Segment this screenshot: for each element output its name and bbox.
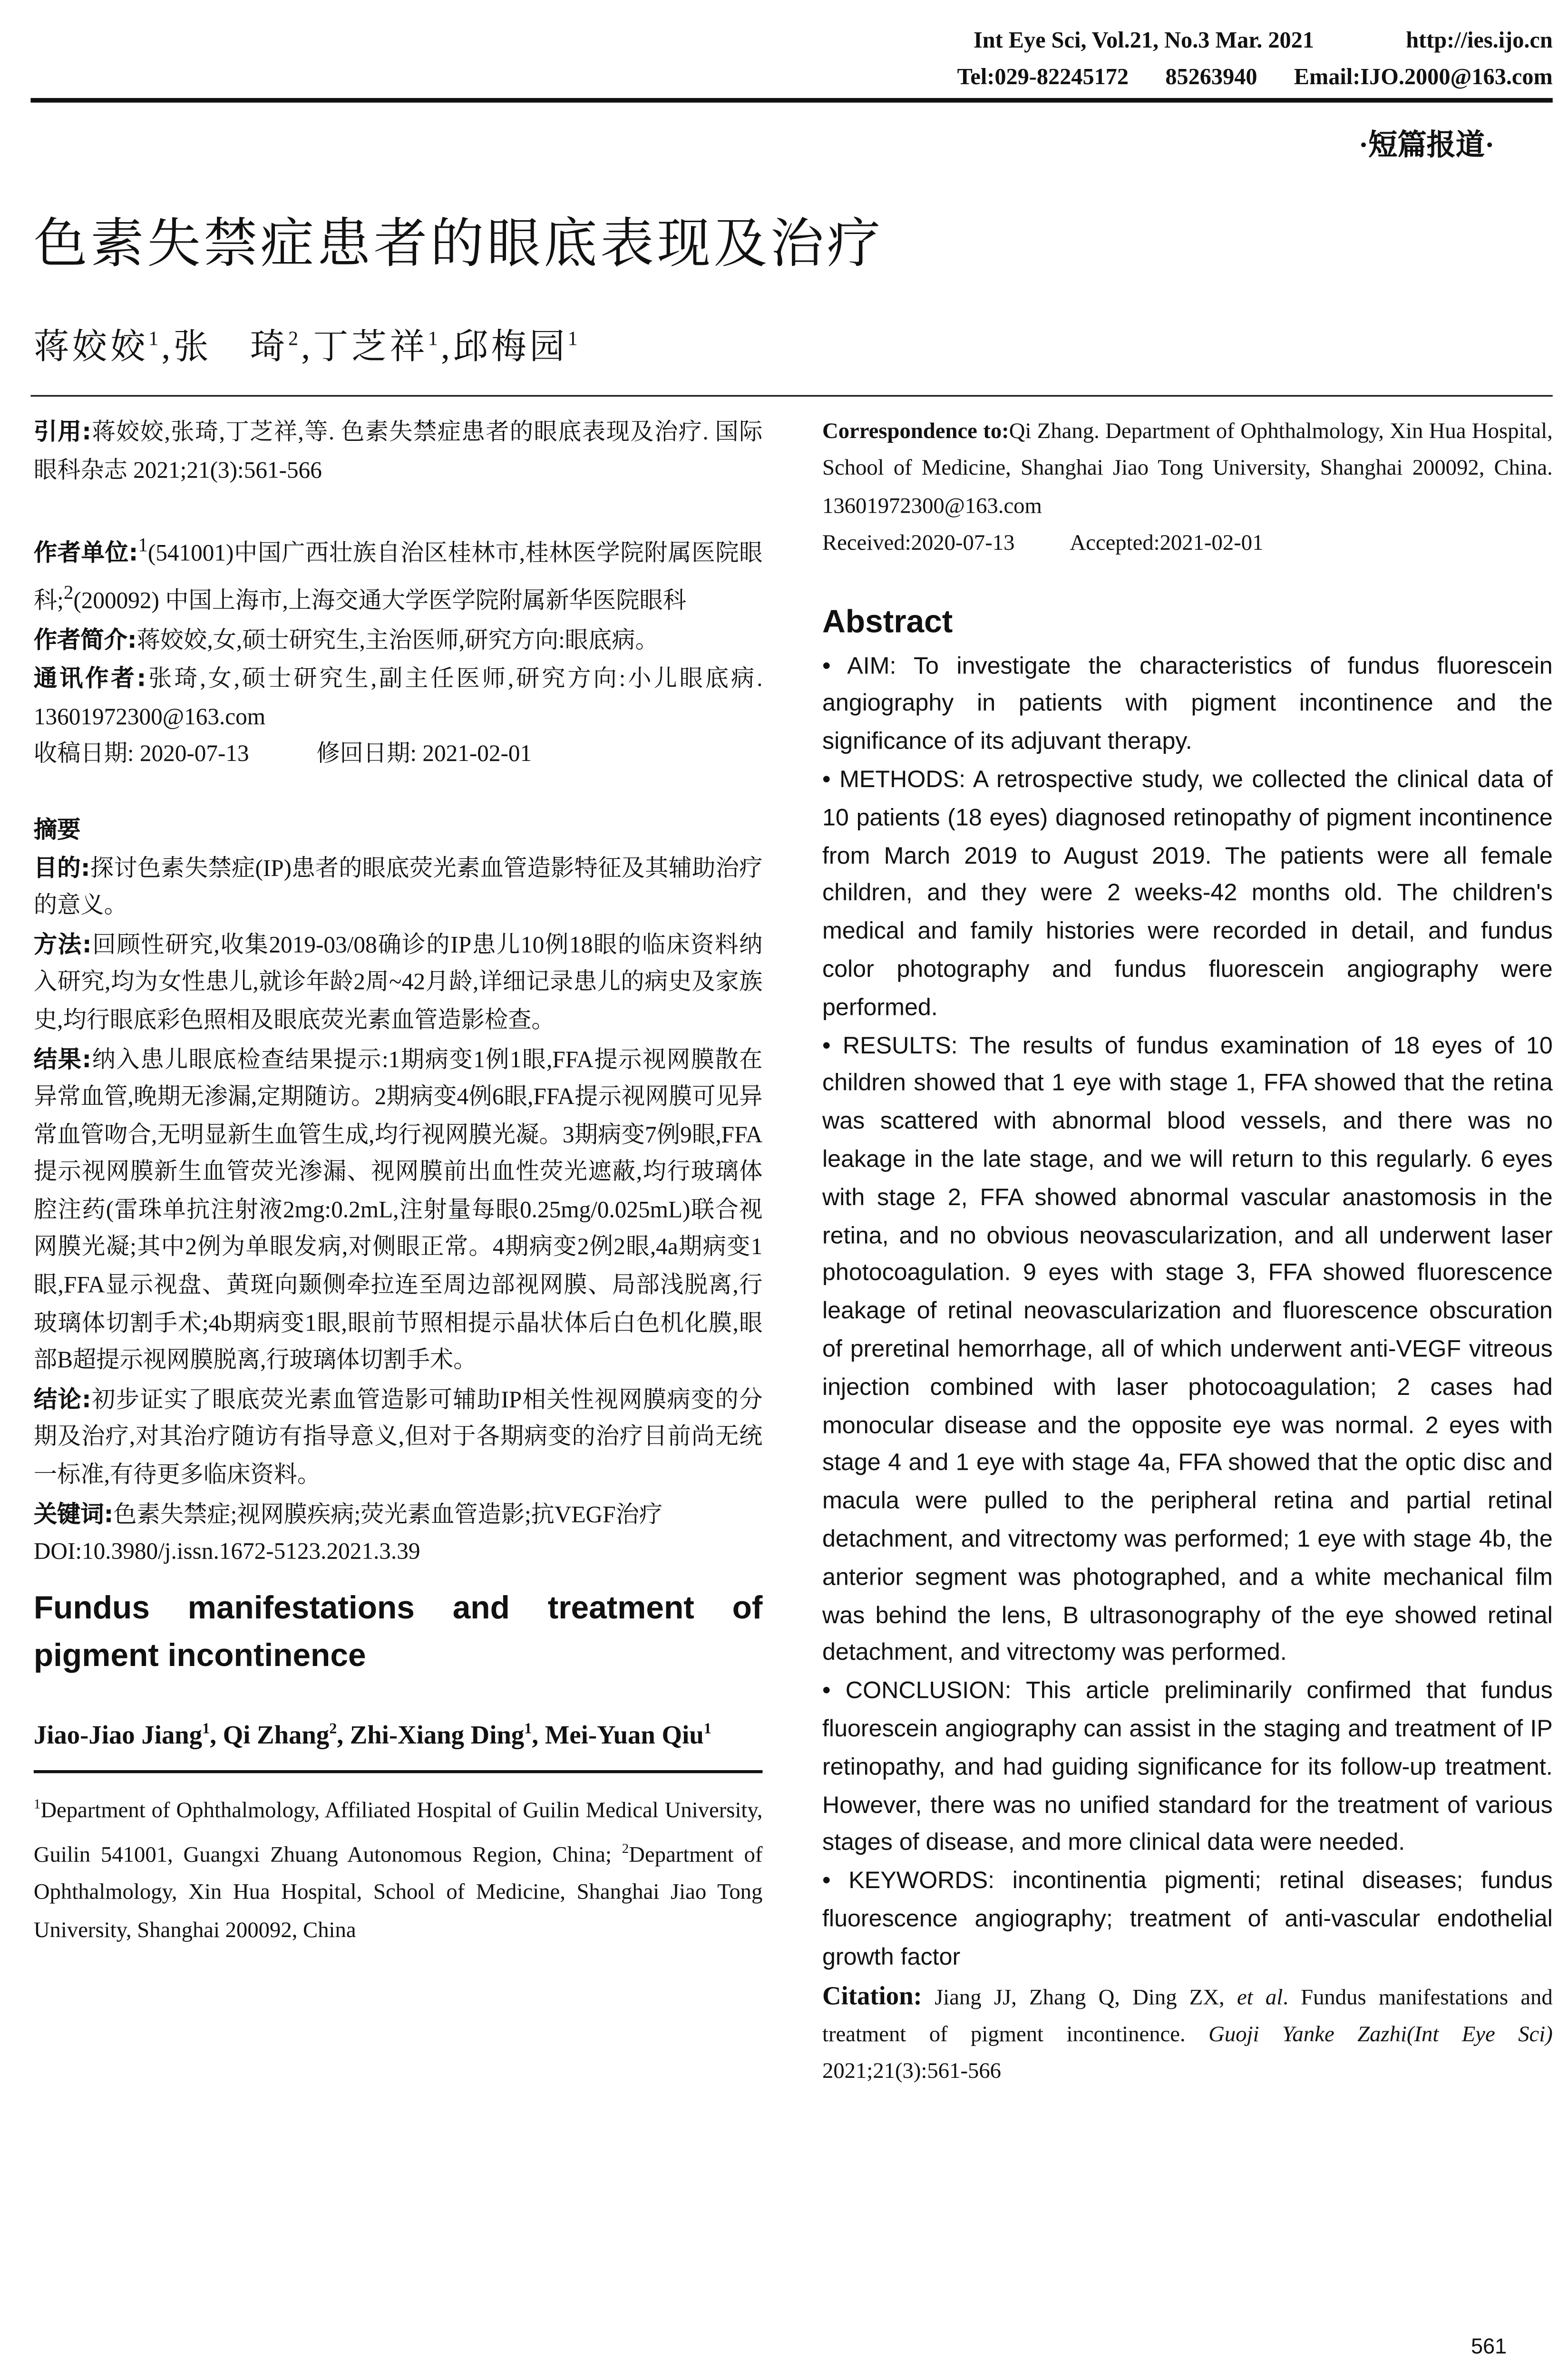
- text: 初步证实了眼底荧光素血管造影可辅助IP相关性视网膜病变的分期及治疗,对其治疗随访有指导意义,但对于各期病变的治疗目前尚无统一标准,有待更多临床资料。: [33, 1387, 763, 1489]
- label: 结果:: [33, 1045, 92, 1073]
- text: 2021;21(3):561-566: [822, 2060, 1002, 2085]
- aim-cn: [34, 849, 763, 926]
- author: Mei-Yuan Qiu: [545, 1720, 704, 1750]
- label: 关键词:: [33, 1500, 114, 1528]
- sup: 1: [33, 1795, 41, 1811]
- label: • AIM:: [822, 653, 896, 680]
- english-title: Fundus manifestations and treatment of pigment incontinence: [33, 1590, 763, 1674]
- doi[interactable]: DOI:10.3980/j.issn.1672-5123.2021.3.39: [33, 1539, 420, 1566]
- label: • METHODS:: [822, 767, 966, 793]
- revised-date: 修回日期: 2021-02-01: [316, 741, 532, 768]
- sup: 2: [63, 582, 74, 604]
- author-bio: [34, 621, 763, 660]
- section-tag: ·短篇报道·: [1358, 130, 1495, 163]
- text: This article preliminarily confirmed that fundus fluorescein angiography can assist in the staging and treatment of IP retinopathy, and had guiding significance for its follow-up treatment. However, there was no unified standard for the treatment of various stages of disease, and more clinical data were needed.: [822, 1678, 1553, 1857]
- received-date: 收稿日期: 2020-07-13: [33, 741, 249, 768]
- dates-cn: [34, 737, 763, 775]
- label: 引用:: [33, 418, 91, 446]
- citation-cn: [34, 413, 763, 490]
- text: incontinentia pigmenti; retinal diseases; fundus fluorescence angiography; treatment of anti-vascular endothelial growth factor: [822, 1868, 1553, 1970]
- text: Qi Zhang. Department of Ophthalmology, Xin Hua Hospital, School of Medicine, Shanghai Jiao Tong University, Shanghai 200092, China. 13601972300@163.com: [822, 419, 1553, 519]
- label: 目的:: [33, 854, 90, 882]
- citation-en: [822, 1978, 1553, 2091]
- results-cn: [34, 1041, 763, 1381]
- author-sup: 1: [148, 326, 162, 350]
- text: 探讨色素失禁症(IP)患者的眼底荧光素血管造影特征及其辅助治疗的意义。: [33, 855, 763, 919]
- abstract-heading-cn: 摘要: [33, 816, 81, 844]
- conclusion-cn: [34, 1381, 763, 1496]
- author: Qi Zhang: [223, 1720, 330, 1750]
- sup: 1: [524, 1721, 532, 1738]
- author-sup: 1: [567, 326, 581, 350]
- text: Department of Ophthalmology, Xin Hua Hospital, School of Medicine, Shanghai Jiao Tong University, Shanghai 200092, China: [33, 1843, 763, 1943]
- text: 蒋姣姣,张琦,丁芝祥,等. 色素失禁症患者的眼底表现及治疗. 国际眼科杂志 2021;21(3):561-566: [33, 419, 763, 484]
- text: The results of fundus examination of 18 eyes of 10 children showed that 1 eye with stage 1, FFA showed that the retina was scattered with abnormal blood vessels, and there was no leakage in the late stage, and we will return to this regularly. 6 eyes with stage 2, FFA showed abnormal vascular anastomosis in the retina, and no obvious neovascularization, and all underwent laser photocoagulation. 9 eyes with stage 3, FFA showed fluorescence leakage of retinal neovascularization and fluorescence obscuration of preretinal hemorrhage, all of which underwent anti-VEGF vitreous injection combined with laser photocoagulation; 2 cases had monocular disease and the opposite eye was normal. 2 eyes with stage 4 and 1 eye with stage 4a, FFA showed that the optic disc and macula were pulled to the peripheral retina and partial retinal detachment, and vitrectomy was performed; 1 eye with stage 4b, the anterior segment was photographed, and a white mechanical film was behind the lens, B ultrasonography of the eye showed retinal detachment, and vitrectomy was performed.: [822, 1033, 1553, 1667]
- affiliation-cn: [34, 527, 763, 621]
- journal-name: Guoji Yanke Zazhi(Int Eye Sci): [1208, 2022, 1553, 2047]
- journal-email[interactable]: Email:IJO.2000@163.com: [1294, 66, 1553, 90]
- accepted-date: Accepted:2021-02-01: [1070, 531, 1264, 556]
- keywords-cn: [34, 1495, 763, 1534]
- article-title: 色素失禁症患者的眼底表现及治疗: [33, 214, 884, 276]
- affiliation-footnote: [34, 1785, 763, 1949]
- abstract-heading-en: Abstract: [822, 604, 953, 640]
- label: 方法:: [33, 930, 92, 958]
- label: 结论:: [33, 1385, 91, 1413]
- footnote-divider: [34, 1771, 763, 1773]
- author: 邱梅园: [453, 328, 568, 366]
- journal-header-line2: [957, 61, 1553, 95]
- sup: 2: [622, 1840, 629, 1856]
- title-divider: [30, 395, 1552, 397]
- author-sup: 2: [288, 326, 302, 350]
- author-sup: 1: [428, 326, 441, 350]
- sup: 1: [703, 1721, 711, 1738]
- journal-tel: Tel:029-82245172: [957, 66, 1129, 90]
- keywords-en: [822, 1864, 1553, 1978]
- label: • RESULTS:: [822, 1033, 958, 1059]
- text: (541001)中国广西壮族自治区桂林市,桂林医学院附属医院眼科;: [33, 541, 763, 614]
- text: Jiang JJ, Zhang Q, Ding ZX,: [935, 1985, 1237, 2010]
- correspondence: [822, 413, 1553, 526]
- label: Correspondence to:: [822, 419, 1009, 444]
- dates-en: [822, 526, 1553, 563]
- text: Department of Ophthalmology, Affiliated Hospital of Guilin Medical University, Guilin 541001, Guangxi Zhuang Autonomous Region, China;: [33, 1798, 763, 1868]
- methods-en: [822, 762, 1553, 1028]
- page-number: 561: [1471, 2333, 1507, 2358]
- sup: 2: [329, 1721, 337, 1738]
- label: • KEYWORDS:: [822, 1868, 995, 1895]
- author: 蒋姣姣: [33, 328, 149, 366]
- text: 回顾性研究,收集2019-03/08确诊的IP患儿10例18眼的临床资料纳入研究,均为女性患儿,就诊年龄2周~42月龄,详细记录患儿的病史及家族史,均行眼底彩色照相及眼底荧光素血管造影检查。: [33, 932, 763, 1033]
- author: 丁芝祥: [313, 328, 428, 366]
- text: (200092) 中国上海市,上海交通大学医学院附属新华医院眼科: [73, 588, 687, 614]
- label: • CONCLUSION:: [822, 1678, 1012, 1705]
- author: Jiao-Jiao Jiang: [33, 1720, 203, 1750]
- text: 蒋姣姣,女,硕士研究生,主治医师,研究方向:眼底病。: [136, 627, 659, 653]
- label: 通讯作者:: [33, 664, 146, 692]
- label: 作者简介:: [33, 625, 137, 653]
- sup: 1: [202, 1721, 210, 1738]
- right-column: [822, 413, 1553, 2091]
- text: 色素失禁症;视网膜疾病;荧光素血管造影;抗VEGF治疗: [113, 1501, 663, 1528]
- conclusion-en: [822, 1674, 1553, 1864]
- text: 纳入患儿眼底检查结果提示:1期病变1例1眼,FFA提示视网膜散在异常血管,晚期无渗漏,定期随访。2期病变4例6眼,FFA提示视网膜可见异常血管吻合,无明显新生血管生成,均行视网膜光凝。3期病变7例9眼,FFA提示视网膜新生血管荧光渗漏、视网膜前出血性荧光遮蔽,均行玻璃体腔注药(雷珠单抗注射液2mg:0.2mL,注射量每眼0.25mg/0.025mL)联合视网膜光凝;其中2例为单眼发病,对侧眼正常。4期病变2例2眼,4a期病变1眼,FFA显示视盘、黄斑向颞侧牵拉连至周边部视网膜、局部浅脱离,行玻璃体切割手术;4b期病变1眼,眼前节照相提示晶状体后白色机化膜,眼部B超提示视网膜脱离,行玻璃体切割手术。: [33, 1046, 763, 1374]
- corresponding-author: [34, 660, 763, 737]
- sup: 1: [138, 535, 148, 556]
- journal-header-line1: [974, 25, 1553, 58]
- label: Citation:: [822, 1980, 922, 2010]
- text: et al: [1237, 1985, 1283, 2010]
- journal-url[interactable]: http://ies.ijo.cn: [1406, 29, 1553, 54]
- text: To investigate the characteristics of fundus fluorescein angiography in patients with pigment incontinence and the significance of its adjuvant therapy.: [822, 653, 1553, 756]
- aim-en: [822, 649, 1553, 763]
- journal-volume: Int Eye Sci, Vol.21, No.3 Mar. 2021: [973, 29, 1315, 54]
- label: 作者单位:: [33, 539, 138, 567]
- author-list: 蒋姣姣$^1$,张 琦$^2$,丁芝祥$^1$,邱梅园$^1$: [33, 326, 581, 366]
- text: A retrospective study, we collected the clinical data of 10 patients (18 eyes) diagnosed retinopathy of pigment incontinence from March 2019 to August 2019. The patients were all female children, and they were 2 weeks-42 months old. The children's medical and family histories were recorded in detail, and fundus color photography and fundus fluorescein angiography were performed.: [822, 767, 1553, 1021]
- text: 张琦,女,硕士研究生,副主任医师,研究方向:小儿眼底病. 13601972300@163.com: [33, 666, 763, 730]
- received-date: Received:2020-07-13: [822, 531, 1015, 556]
- author: 张 琦: [173, 328, 289, 366]
- english-author-list: Jiao-Jiao Jiang$^1$, Qi Zhang$^2$, Zhi-Xiang Ding$^1$, Mei-Yuan Qiu$^1$: [33, 1720, 711, 1750]
- results-en: [822, 1028, 1553, 1674]
- author: Zhi-Xiang Ding: [350, 1720, 525, 1750]
- methods-cn: [34, 926, 763, 1041]
- left-column: [34, 413, 763, 1949]
- text: . Fundus manifestations and treatment of pigment incontinence.: [822, 1985, 1553, 2047]
- journal-tel2: 85263940: [1165, 66, 1257, 90]
- header-divider: [30, 98, 1552, 102]
